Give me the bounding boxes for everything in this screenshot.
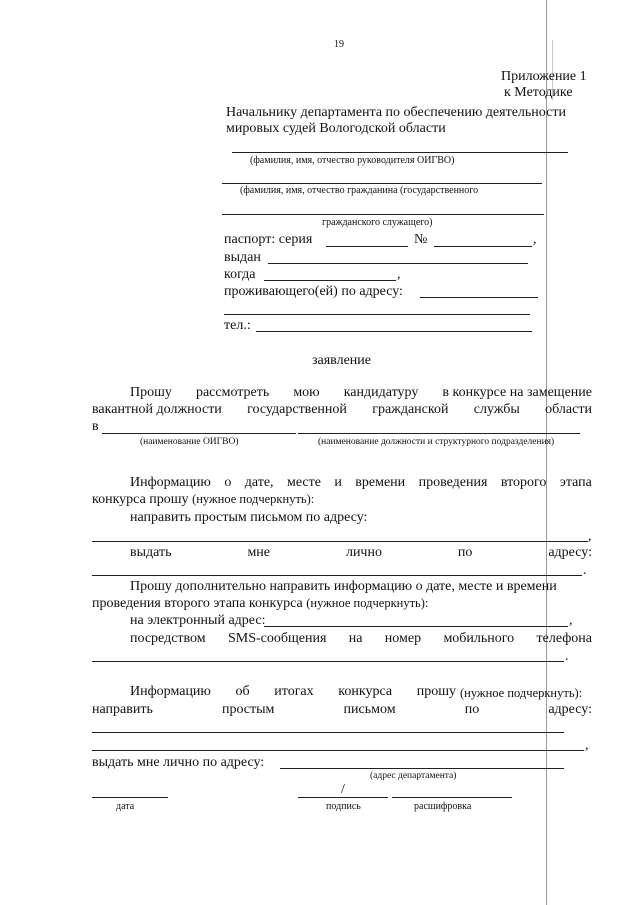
oigvo-field: [102, 433, 296, 434]
comma-2: ,: [397, 267, 401, 282]
p4-word: по: [464, 702, 480, 717]
p2-hand-address-field: [92, 575, 582, 576]
page-number: 19: [334, 39, 344, 50]
p2-word: времени: [355, 475, 406, 490]
signature-slash: /: [341, 782, 345, 797]
citizen-hint-1: (фамилия, имя, отчество гражданина (государственного: [240, 185, 479, 196]
p2-hand-word: лично: [345, 545, 382, 560]
residing-field: [420, 297, 538, 298]
when-field: [264, 280, 396, 281]
when-label: когда: [224, 267, 256, 282]
decode-field: [392, 797, 512, 798]
oigvo-hint: (наименование ОИГВО): [140, 437, 239, 447]
paragraph-1-line-1: [130, 386, 592, 400]
p2-mail-address-field: [92, 541, 588, 542]
p3-email-field: [264, 626, 568, 627]
p4-word: итогах: [274, 684, 314, 699]
p4-word: об: [235, 684, 250, 699]
p1-word: кандидатуру: [343, 385, 419, 400]
position-hint: (наименование должности и структурного подразделения): [318, 437, 555, 447]
paragraph-4-line-1: [130, 685, 456, 699]
p1-word: в конкурсе на замещение: [442, 385, 592, 400]
phone-field: [256, 331, 532, 332]
p3-sms-option: [130, 632, 592, 646]
citizen-hint-2: гражданского служащего): [322, 217, 433, 228]
p2-word: о: [224, 475, 232, 490]
p4-hand-address-field: [280, 768, 564, 769]
p1-word: гражданской: [372, 402, 449, 417]
passport-number-field: [434, 246, 532, 247]
p1-word: рассмотреть: [195, 385, 270, 400]
statement-title: заявление: [312, 353, 372, 368]
p2-word: проведения: [418, 475, 488, 490]
p1-word: области: [545, 402, 592, 417]
signature-label: подпись: [326, 801, 361, 812]
p2-hand-word: по: [457, 545, 473, 560]
paragraph-3-line-2: [92, 597, 428, 611]
addressee-line2: мировых судей Вологодской области: [226, 121, 446, 136]
p2-hand-word: выдать: [130, 545, 172, 560]
phone-label: тел.:: [224, 318, 251, 333]
signature-field: [298, 797, 388, 798]
comma-1: ,: [533, 232, 537, 247]
p2-hand-word: адресу:: [548, 545, 592, 560]
p1-word: Прошу: [130, 385, 172, 400]
p3-choose-hint: (нужное подчеркнуть):: [306, 596, 429, 610]
paragraph-1-line-2: [92, 403, 592, 417]
p4-word: адресу:: [548, 702, 592, 717]
p2-word: и: [334, 475, 342, 490]
p2-word: Информацию: [130, 475, 211, 490]
passport-series-label: паспорт: серия: [224, 232, 313, 247]
p3-email-option: на электронный адрес:: [130, 613, 266, 628]
p4-word: Информацию: [130, 684, 211, 699]
paragraph-2-line-1: [130, 476, 592, 490]
p3-sms-word: посредством: [130, 631, 206, 646]
p1-word: вакантной должности: [92, 402, 222, 417]
p2-hand-option: [130, 546, 592, 560]
p2-word: этапа: [559, 475, 592, 490]
p2-mail-option: направить простым письмом по адресу:: [130, 510, 368, 525]
p2-line2-text: конкурса прошу: [92, 492, 193, 507]
scan-vertical-line: [546, 0, 547, 905]
appendix-label: Приложение 1: [501, 69, 587, 84]
p2-choose-hint: (нужное подчеркнуть):: [192, 492, 315, 506]
issued-label: выдан: [224, 250, 261, 265]
p2-word: второго: [500, 475, 547, 490]
p3-sms-word: SMS-сообщения: [227, 631, 327, 646]
p3-phone-field: [92, 661, 564, 662]
residing-label: проживающего(ей) по адресу:: [224, 284, 403, 299]
date-label: дата: [116, 801, 135, 812]
p1-word: мою: [293, 385, 320, 400]
dot-2: .: [565, 649, 569, 664]
residing-field-2: [224, 314, 530, 315]
citizen-name-line-2: [222, 214, 544, 215]
p3-sms-word: телефона: [536, 631, 592, 646]
addressee-line1: Начальнику департамента по обеспечению деятельности: [226, 105, 566, 120]
p4-mail-address-field-2: [92, 750, 584, 751]
p1-word: государственной: [247, 402, 347, 417]
p4-mail-address-field: [92, 732, 564, 733]
p2-hand-word: мне: [247, 545, 271, 560]
paragraph-3-line-1: Прошу дополнительно направить информацию о дате, месте и времени: [130, 579, 557, 594]
p1-word: службы: [473, 402, 520, 417]
p4-choose-hint: (нужное подчеркнуть):: [460, 686, 583, 700]
passport-number-sign: №: [414, 232, 428, 247]
head-name-line: [232, 152, 568, 153]
head-name-hint: (фамилия, имя, отчество руководителя ОИГВО): [250, 155, 455, 166]
p1-in: в: [92, 419, 99, 434]
p4-hand-option: выдать мне лично по адресу:: [92, 755, 265, 770]
dot-1: .: [583, 563, 587, 578]
p4-word: направить: [92, 702, 153, 717]
passport-series-field: [326, 246, 408, 247]
citizen-name-line: [222, 183, 542, 184]
p4-word: конкурса: [338, 684, 393, 699]
issued-field: [268, 263, 528, 264]
method-label: к Методике: [504, 85, 573, 100]
paragraph-4-line-2: [92, 703, 592, 717]
position-field: [298, 433, 580, 434]
date-field: [92, 797, 168, 798]
department-address-hint: (адрес департамента): [370, 771, 457, 781]
p3-sms-word: на: [348, 631, 363, 646]
p4-word: простым: [221, 702, 275, 717]
p3-line2-text: проведения второго этапа конкурса: [92, 596, 307, 611]
decode-label: расшифровка: [414, 801, 472, 812]
p2-word: дате,: [244, 475, 274, 490]
comma-4: ,: [569, 613, 573, 628]
comma-3: ,: [588, 529, 592, 544]
p3-sms-word: мобильного: [443, 631, 515, 646]
comma-5: ,: [585, 738, 589, 753]
p3-sms-word: номер: [384, 631, 422, 646]
p4-word: письмом: [343, 702, 396, 717]
p4-word: прошу: [416, 684, 456, 699]
paragraph-2-line-2: [92, 493, 314, 507]
p2-word: месте: [286, 475, 321, 490]
